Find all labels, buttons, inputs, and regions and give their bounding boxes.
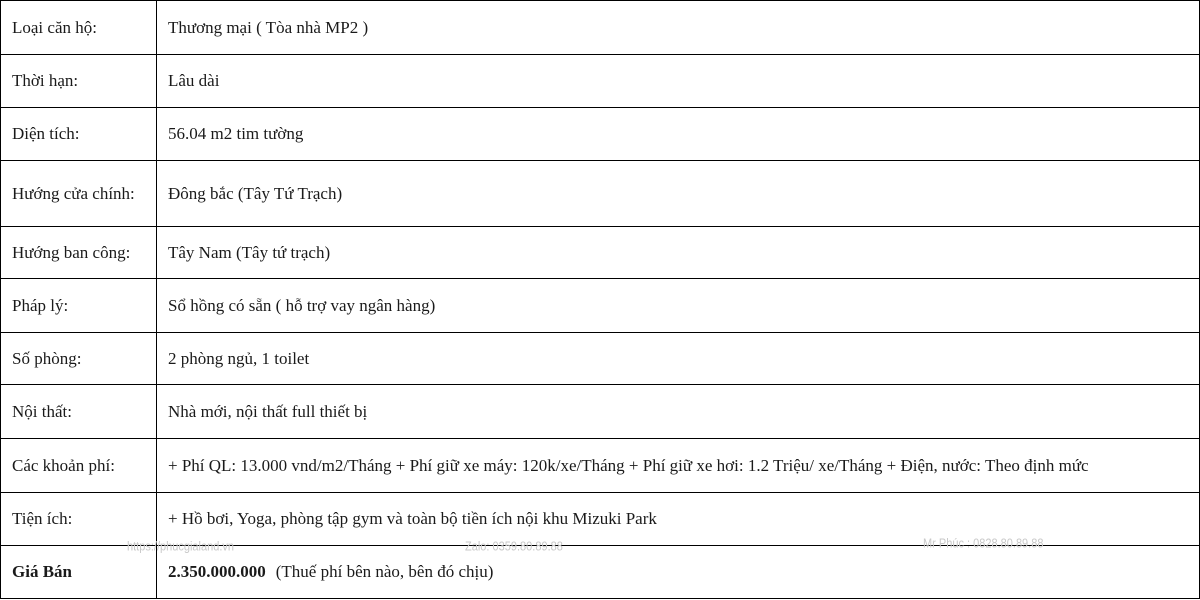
row-value-term: Lâu dài [157, 55, 1200, 108]
table-row [1, 279, 1200, 333]
table-row [1, 55, 1200, 108]
row-value-apartment-type: Thương mại ( Tòa nhà MP2 ) [157, 1, 1200, 55]
row-value-legal: Sổ hồng có sẵn ( hỗ trợ vay ngân hàng) [157, 279, 1200, 333]
row-value-furniture: Nhà mới, nội thất full thiết bị [157, 385, 1200, 439]
table-row [1, 333, 1200, 385]
price-note: (Thuế phí bên nào, bên đó chịu) [275, 562, 494, 581]
price-amount: 2.350.000.000 [168, 562, 266, 581]
table-row [1, 1, 1200, 55]
row-value-balcony-direction: Tây Nam (Tây tứ trạch) [157, 227, 1200, 279]
row-label-amenities: Tiện ích: [1, 493, 157, 546]
table-row [1, 227, 1200, 279]
table-row [1, 161, 1200, 227]
row-label-rooms: Số phòng: [1, 333, 157, 385]
table-row [1, 385, 1200, 439]
row-label-fees: Các khoản phí: [1, 439, 157, 493]
row-label-furniture: Nội thất: [1, 385, 157, 439]
row-value-fees: + Phí QL: 13.000 vnd/m2/Tháng + Phí giữ xe máy: 120k/xe/Tháng + Phí giữ xe hơi: 1.2 Triệu/ xe/Tháng + Điện, nước: Theo định mức [157, 439, 1200, 493]
row-label-apartment-type: Loại căn hộ: [1, 1, 157, 55]
watermark-website: https://phucgialand.vn [127, 540, 235, 554]
table-row [1, 108, 1200, 161]
row-value-main-door-direction: Đông bắc (Tây Tứ Trạch) [157, 161, 1200, 227]
row-label-term: Thời hạn: [1, 55, 157, 108]
row-label-legal: Pháp lý: [1, 279, 157, 333]
row-value-rooms: 2 phòng ngủ, 1 toilet [157, 333, 1200, 385]
row-label-balcony-direction: Hướng ban công: [1, 227, 157, 279]
row-label-area: Diện tích: [1, 108, 157, 161]
row-value-area: 56.04 m2 tim tường [157, 108, 1200, 161]
row-label-main-door-direction: Hướng cửa chính: [1, 161, 157, 227]
price-value [157, 546, 1200, 599]
watermark-contact: Mr Phúc : 0828.80.89.88 [923, 537, 1044, 551]
table-row [1, 439, 1200, 493]
watermark-zalo: Zalo: 0359.80.89.88 [465, 540, 563, 554]
price-label: Giá Bán [1, 546, 157, 599]
row-value-amenities: + Hồ bơi, Yoga, phòng tập gym và toàn bộ tiền ích nội khu Mizuki Park [157, 493, 1200, 546]
